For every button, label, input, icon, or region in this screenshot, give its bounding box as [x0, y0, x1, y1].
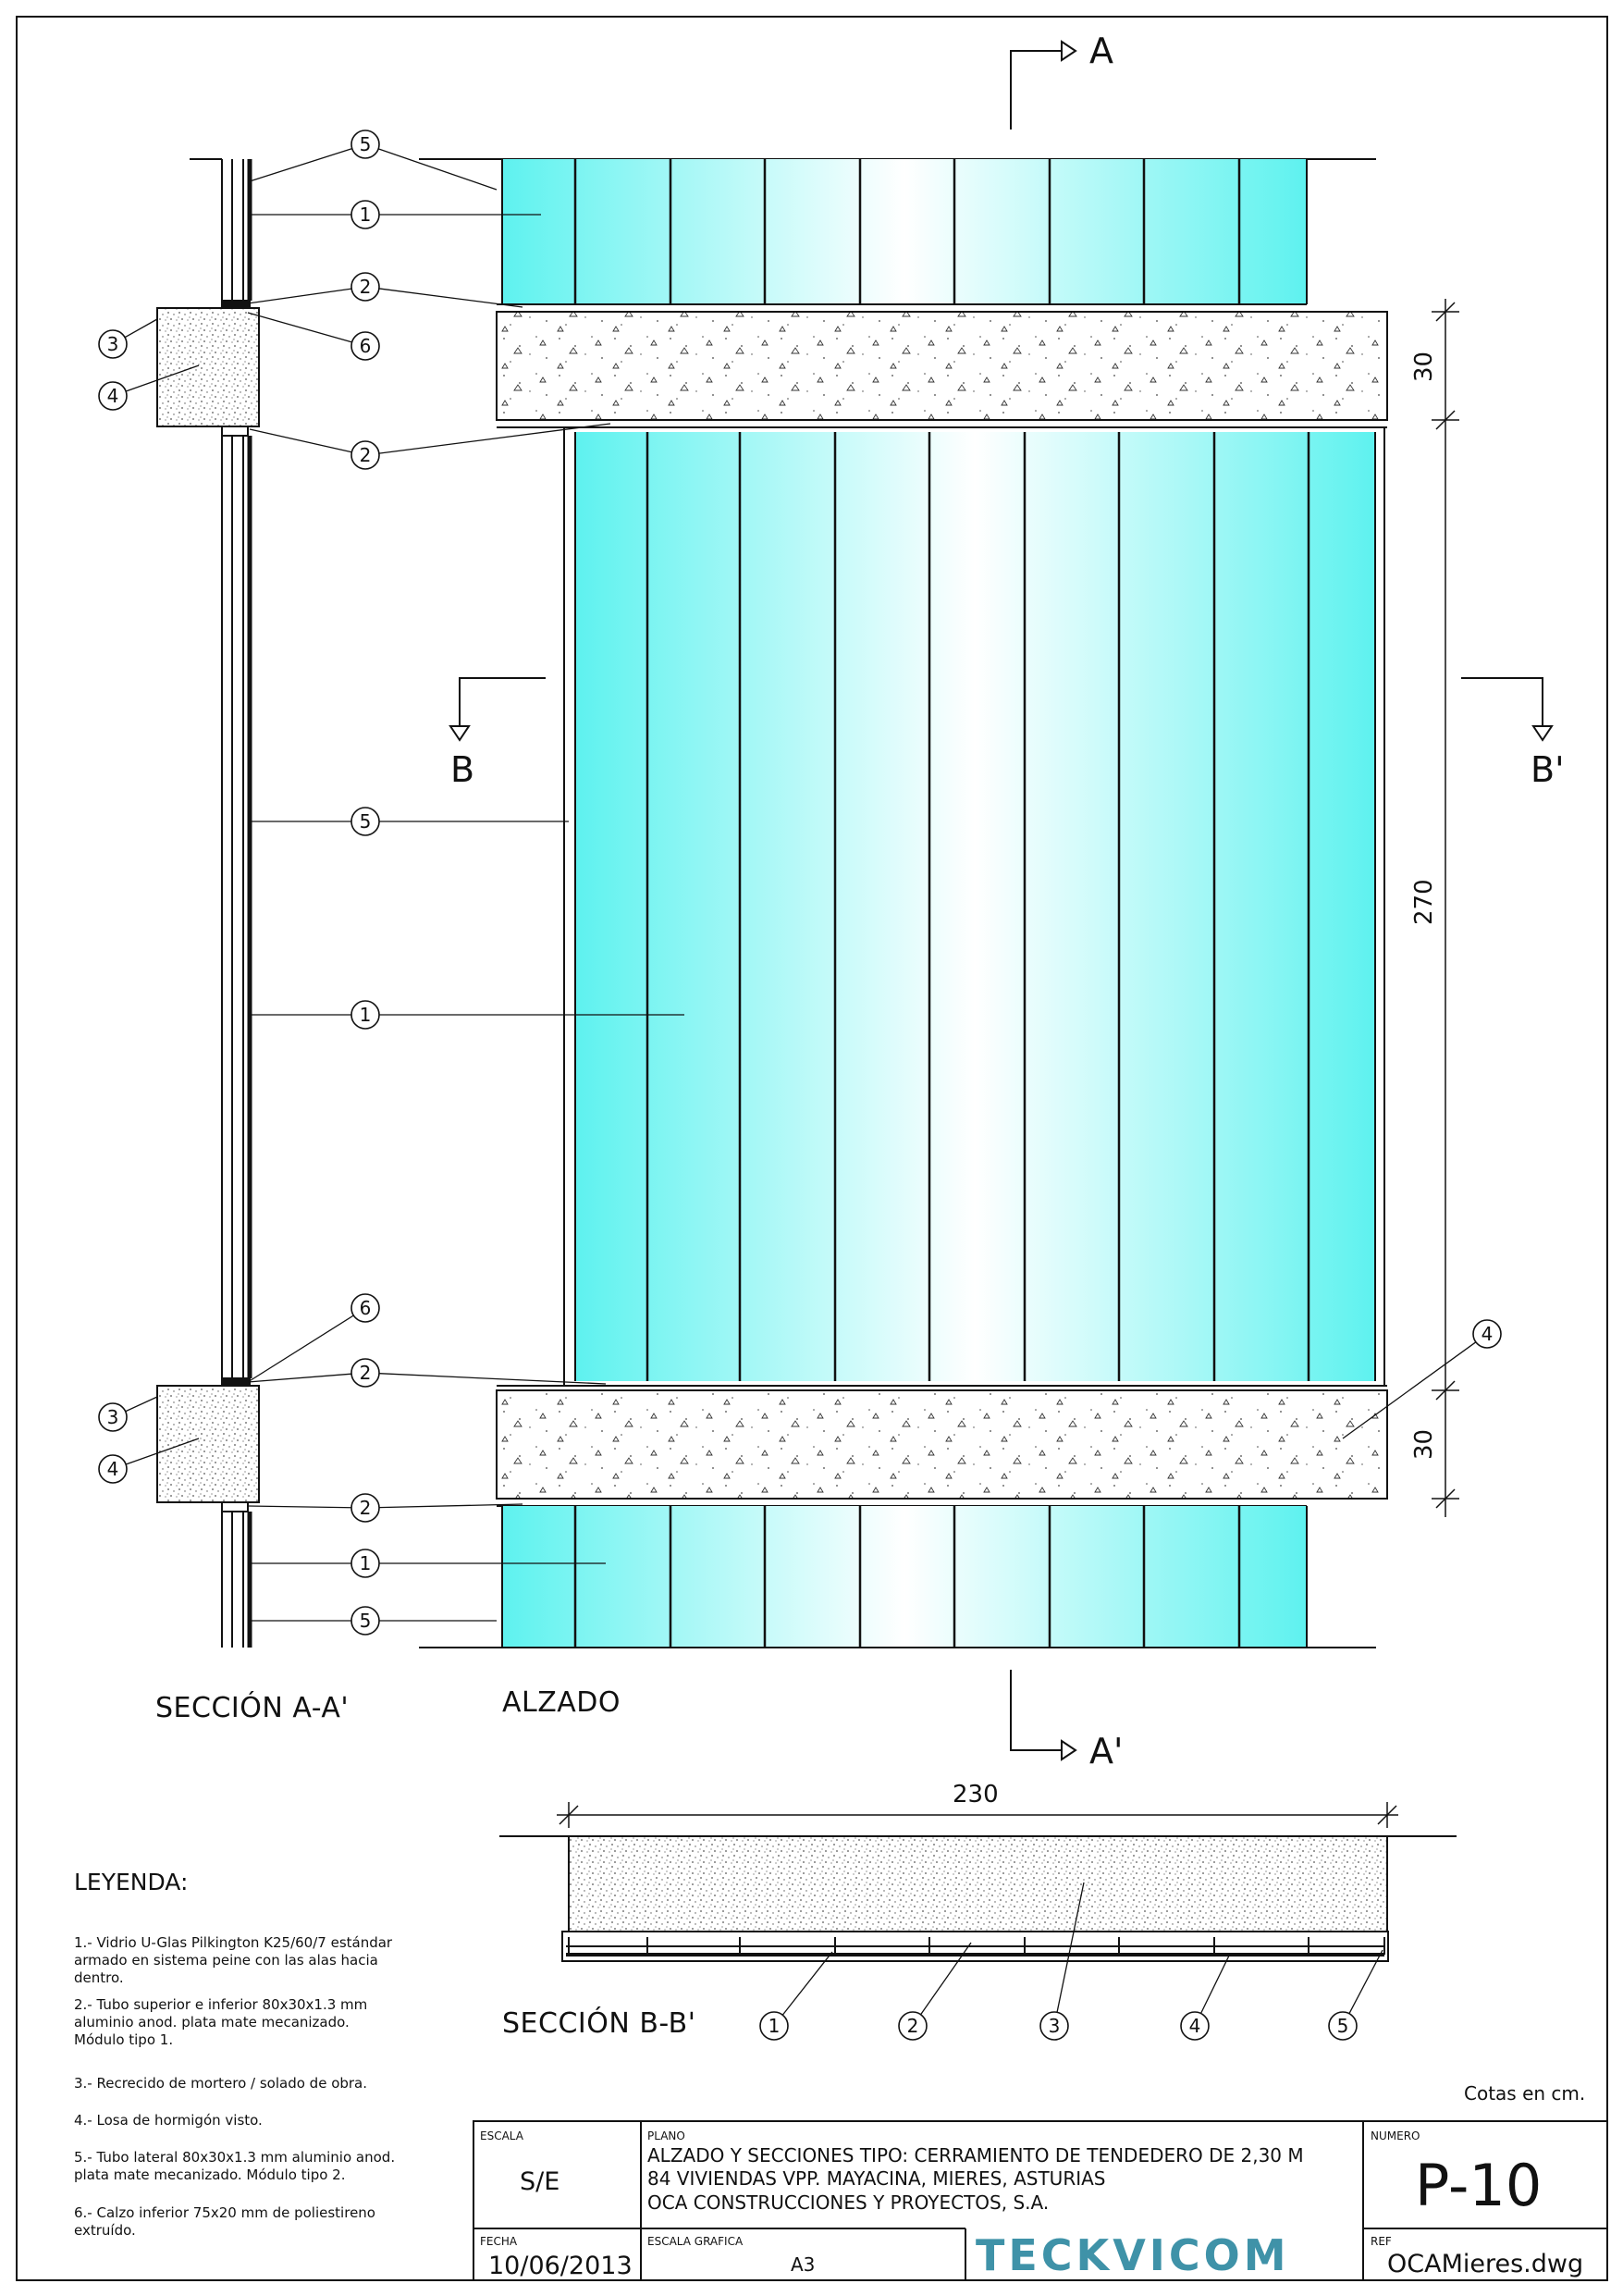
elevation-title: ALZADO — [502, 1686, 621, 1719]
main-glass-panel — [575, 432, 1375, 1381]
plano-line-2: 84 VIVIENDAS VPP. MAYACINA, MIERES, ASTURIAS — [647, 2167, 1106, 2190]
callout-1 — [760, 2012, 788, 2040]
elevation-view — [419, 159, 1387, 1648]
legend-item-5: plata mate mecanizado. Módulo tipo 2. — [74, 2166, 346, 2183]
fecha-label: FECHA — [480, 2235, 518, 2248]
leader-line — [248, 1315, 353, 1382]
section-aa-view — [157, 159, 259, 1648]
section-mark-a: A — [1089, 31, 1113, 71]
teckvicom-logo: TECKVICOM — [976, 2230, 1290, 2280]
legend-item-5: 5.- Tubo lateral 80x30x1.3 mm aluminio anod. — [74, 2149, 396, 2166]
callout-5 — [351, 1607, 379, 1635]
callout-number: 4 — [106, 1458, 119, 1480]
callout-number: 2 — [359, 1497, 372, 1519]
plano-line-1: ALZADO Y SECCIONES TIPO: CERRAMIENTO DE TENDEDERO DE 2,30 M — [647, 2144, 1304, 2166]
leader-line — [1201, 1954, 1230, 2014]
callout-4 — [1473, 1320, 1501, 1348]
callout-number: 4 — [1188, 2015, 1201, 2037]
escala-value: S/E — [520, 2167, 560, 2196]
callout-3 — [99, 1403, 127, 1431]
callout-3 — [1040, 2012, 1068, 2040]
legend-item-2: Módulo tipo 1. — [74, 2031, 174, 2048]
callout-number: 1 — [768, 2015, 781, 2037]
callout-number: 2 — [359, 276, 372, 298]
callout-number: 5 — [359, 810, 372, 833]
leader-line — [248, 1374, 351, 1382]
lower-glass-band — [502, 1506, 1307, 1648]
callout-1 — [351, 201, 379, 228]
callout-number: 4 — [1481, 1323, 1494, 1345]
legend-item-6: extruído. — [74, 2222, 136, 2239]
legend-item-1: 1.- Vidrio U-Glas Pilkington K25/60/7 estándar — [74, 1934, 393, 1951]
units-note: Cotas en cm. — [1464, 2082, 1586, 2105]
escala-grafica-value: A3 — [791, 2253, 816, 2276]
dim-height: 270 — [1410, 879, 1438, 925]
dim-bottom-slab: 30 — [1410, 1428, 1438, 1460]
callout-number: 5 — [1336, 2015, 1349, 2037]
legend-item-2: 2.- Tubo superior e inferior 80x30x1.3 mm — [74, 1996, 368, 2013]
leader-line — [248, 1506, 351, 1508]
callout-number: 4 — [106, 385, 119, 407]
section-mark-b: B — [450, 749, 475, 790]
leader-line — [250, 149, 352, 181]
callout-1 — [351, 1001, 379, 1029]
leader-line — [248, 313, 352, 342]
callout-2 — [351, 441, 379, 469]
leader-line — [125, 319, 157, 338]
numero-value: P-10 — [1415, 2152, 1543, 2219]
callout-number: 3 — [1048, 2015, 1061, 2037]
callout-number: 2 — [359, 444, 372, 466]
callout-number: 2 — [359, 1362, 372, 1384]
leader-line — [126, 1397, 157, 1412]
escala-grafica-label: ESCALA GRAFICA — [647, 2235, 744, 2248]
upper-mortar-section — [157, 308, 259, 426]
callout-1 — [351, 1549, 379, 1577]
leader-line — [379, 1374, 606, 1384]
section-bb-title: SECCIÓN B-B' — [502, 2007, 696, 2040]
dim-width: 230 — [953, 1781, 999, 1808]
callout-3 — [99, 330, 127, 358]
callout-2 — [899, 2012, 927, 2040]
leader-line — [378, 149, 497, 190]
upper-glass-band — [502, 159, 1307, 304]
callout-5 — [1329, 2012, 1357, 2040]
callout-number: 3 — [106, 333, 119, 355]
legend-item-1: armado en sistema peine con las alas hacia — [74, 1952, 378, 1969]
lower-slab — [497, 1390, 1387, 1499]
upper-slab — [497, 312, 1387, 420]
callout-6 — [351, 1294, 379, 1322]
legend-title: LEYENDA: — [74, 1869, 189, 1895]
callout-5 — [351, 130, 379, 158]
callout-2 — [351, 1359, 379, 1387]
callout-4 — [1181, 2012, 1209, 2040]
ref-value: OCAMieres.dwg — [1387, 2250, 1584, 2278]
numero-label: NUMERO — [1371, 2129, 1420, 2142]
callout-2 — [351, 273, 379, 301]
legend-item-3: 3.- Recrecido de mortero / solado de obra. — [74, 2075, 368, 2092]
ref-label: REF — [1371, 2235, 1392, 2248]
leader-line — [379, 289, 523, 307]
dim-top-slab: 30 — [1410, 351, 1438, 382]
leader-line — [250, 429, 351, 452]
callout-2 — [351, 1494, 379, 1522]
legend-list — [74, 1934, 395, 2239]
callout-number: 3 — [106, 1406, 119, 1428]
section-mark-a-prime: A' — [1089, 1731, 1124, 1771]
callout-5 — [351, 808, 379, 835]
section-mark-b-prime: B' — [1531, 749, 1565, 790]
callout-4 — [99, 382, 127, 410]
callout-number: 5 — [359, 133, 372, 155]
legend-item-6: 6.- Calzo inferior 75x20 mm de poliestireno — [74, 2204, 375, 2221]
callout-number: 6 — [359, 335, 372, 357]
fecha-value: 10/06/2013 — [488, 2252, 633, 2280]
callout-number: 6 — [359, 1297, 372, 1319]
callout-6 — [351, 332, 379, 360]
plano-label: PLANO — [647, 2129, 685, 2142]
legend-item-2: aluminio anod. plata mate mecanizado. — [74, 2014, 350, 2031]
callout-number: 2 — [906, 2015, 919, 2037]
callout-number: 1 — [359, 204, 372, 226]
section-aa-title: SECCIÓN A-A' — [155, 1692, 350, 1724]
plano-line-3: OCA CONSTRUCCIONES Y PROYECTOS, S.A. — [647, 2191, 1050, 2214]
callout-number: 5 — [359, 1610, 372, 1632]
section-bb-mortar — [569, 1836, 1387, 1932]
callout-4 — [99, 1455, 127, 1483]
leader-line — [248, 289, 351, 303]
callout-number: 1 — [359, 1004, 372, 1026]
lower-mortar-section — [157, 1386, 259, 1502]
callout-number: 1 — [359, 1552, 372, 1574]
legend-item-1: dentro. — [74, 1969, 124, 1986]
section-bb-view — [499, 1836, 1457, 1961]
escala-label: ESCALA — [480, 2129, 523, 2142]
legend-item-4: 4.- Losa de hormigón visto. — [74, 2112, 263, 2129]
